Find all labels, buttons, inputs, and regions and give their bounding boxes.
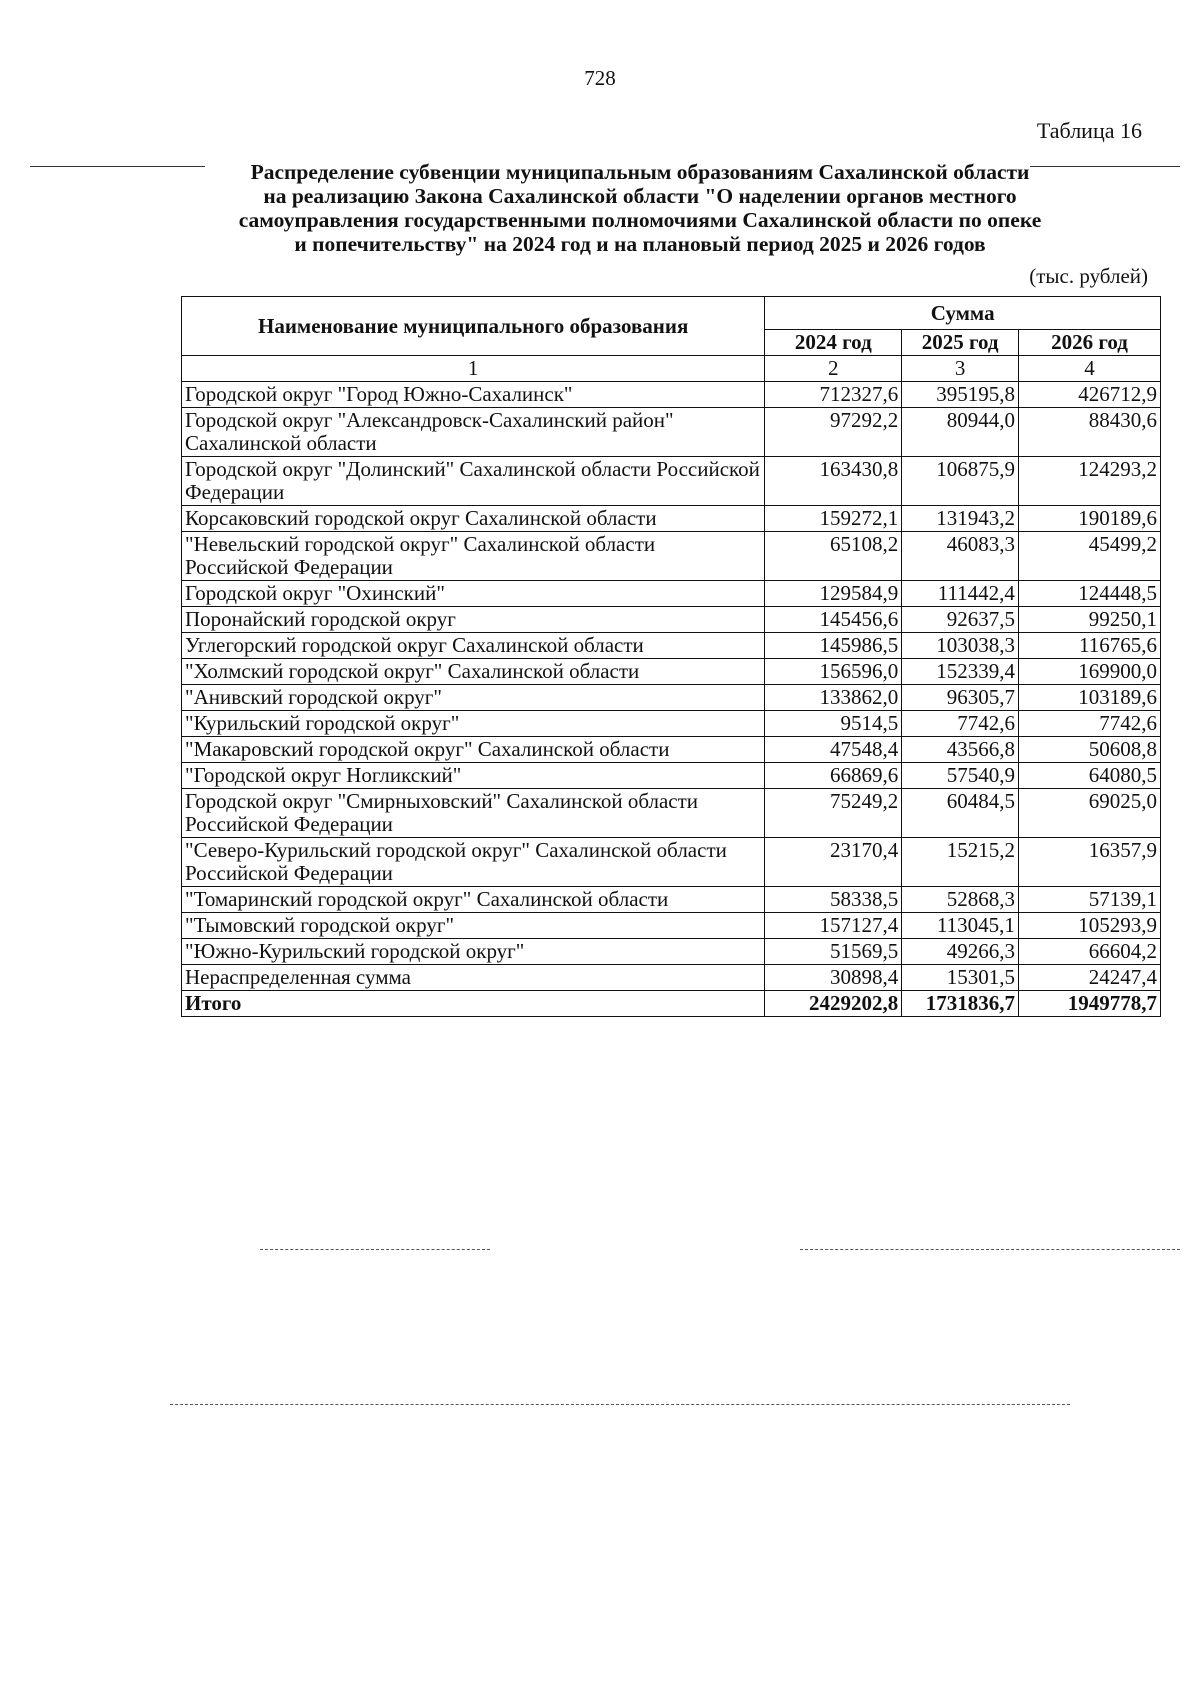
table-title [150,160,1130,256]
value-2025: 80944,0 [902,408,1019,457]
municipality-name: "Городской округ Ногликский" [182,763,765,789]
municipality-name: "Анивский городской округ" [182,685,765,711]
municipality-name: Городской округ "Город Южно-Сахалинск" [182,382,765,408]
value-2026: 66604,2 [1018,939,1160,965]
table-row [182,887,1161,913]
value-2025: 57540,9 [902,763,1019,789]
total-2025: 1731836,7 [902,991,1019,1017]
table-row [182,506,1161,532]
value-2024: 75249,2 [765,789,902,838]
value-2024: 159272,1 [765,506,902,532]
value-2026: 50608,8 [1018,737,1160,763]
value-2024: 145986,5 [765,633,902,659]
value-2026: 7742,6 [1018,711,1160,737]
scan-artifact [1030,166,1180,167]
value-2024: 30898,4 [765,965,902,991]
value-2025: 15301,5 [902,965,1019,991]
municipality-name: "Курильский городской округ" [182,711,765,737]
value-2026: 24247,4 [1018,965,1160,991]
title-line: на реализацию Закона Сахалинской области "О наделении органов местного [263,184,1017,208]
municipality-name: "Томаринский городской округ" Сахалинской области [182,887,765,913]
municipality-name: "Холмский городской округ" Сахалинской области [182,659,765,685]
municipality-name: "Тымовский городской округ" [182,913,765,939]
value-2025: 113045,1 [902,913,1019,939]
table-row [182,838,1161,887]
value-2024: 129584,9 [765,581,902,607]
title-line: Распределение субвенции муниципальным образованиям Сахалинской области [250,160,1030,184]
value-2026: 57139,1 [1018,887,1160,913]
table-row [182,965,1161,991]
table-row [182,913,1161,939]
value-2025: 152339,4 [902,659,1019,685]
value-2024: 145456,6 [765,607,902,633]
value-2025: 43566,8 [902,737,1019,763]
value-2024: 66869,6 [765,763,902,789]
value-2025: 15215,2 [902,838,1019,887]
scan-artifact [30,166,205,167]
value-2025: 131943,2 [902,506,1019,532]
value-2026: 99250,1 [1018,607,1160,633]
value-2025: 103038,3 [902,633,1019,659]
value-2024: 133862,0 [765,685,902,711]
table-row [182,457,1161,506]
value-2024: 712327,6 [765,382,902,408]
value-2024: 156596,0 [765,659,902,685]
unit-label: (тыс. рублей) [1029,264,1148,288]
value-2024: 157127,4 [765,913,902,939]
total-label: Итого [182,991,765,1017]
value-2025: 96305,7 [902,685,1019,711]
table-row [182,659,1161,685]
page-number: 728 [584,66,616,90]
total-2026: 1949778,7 [1018,991,1160,1017]
column-header-2025: 2025 год [902,330,1019,356]
value-2024: 58338,5 [765,887,902,913]
value-2025: 111442,4 [902,581,1019,607]
value-2026: 103189,6 [1018,685,1160,711]
value-2026: 69025,0 [1018,789,1160,838]
column-header-2024: 2024 год [765,330,902,356]
municipality-name: Поронайский городской округ [182,607,765,633]
value-2026: 190189,6 [1018,506,1160,532]
municipality-name: Углегорский городской округ Сахалинской области [182,633,765,659]
value-2025: 52868,3 [902,887,1019,913]
table-row [182,607,1161,633]
table-label: Таблица 16 [1036,118,1142,143]
municipality-name: Корсаковский городской округ Сахалинской области [182,506,765,532]
table-row [182,581,1161,607]
municipality-name: "Невельский городской округ" Сахалинской области Российской Федерации [182,532,765,581]
value-2026: 64080,5 [1018,763,1160,789]
total-row [182,991,1161,1017]
subvention-table [181,296,1161,1017]
municipality-name: Городской округ "Александровск-Сахалинский район" Сахалинской области [182,408,765,457]
value-2025: 92637,5 [902,607,1019,633]
table-row [182,711,1161,737]
value-2026: 16357,9 [1018,838,1160,887]
value-2024: 163430,8 [765,457,902,506]
value-2026: 116765,6 [1018,633,1160,659]
column-index: 3 [902,356,1019,382]
table-row [182,408,1161,457]
value-2026: 105293,9 [1018,913,1160,939]
value-2024: 65108,2 [765,532,902,581]
value-2025: 395195,8 [902,382,1019,408]
value-2025: 7742,6 [902,711,1019,737]
table-row [182,939,1161,965]
column-index: 1 [182,356,765,382]
municipality-name: Городской округ "Смирныховский" Сахалинской области Российской Федерации [182,789,765,838]
scan-artifact [260,1249,490,1250]
municipality-name: Городской округ "Долинский" Сахалинской области Российской Федерации [182,457,765,506]
title-line: самоуправления государственными полномочиями Сахалинской области по опеке [238,208,1042,232]
scan-artifact [170,1404,1070,1405]
table-row [182,737,1161,763]
value-2024: 51569,5 [765,939,902,965]
value-2024: 97292,2 [765,408,902,457]
municipality-name: Городской округ "Охинский" [182,581,765,607]
value-2024: 23170,4 [765,838,902,887]
value-2026: 88430,6 [1018,408,1160,457]
column-index: 4 [1018,356,1160,382]
value-2025: 49266,3 [902,939,1019,965]
table-row [182,763,1161,789]
total-2024: 2429202,8 [765,991,902,1017]
table-row [182,382,1161,408]
municipality-name: "Макаровский городской округ" Сахалинской области [182,737,765,763]
table-row [182,685,1161,711]
value-2026: 426712,9 [1018,382,1160,408]
municipality-name: "Северо-Курильский городской округ" Сахалинской области Российской Федерации [182,838,765,887]
value-2025: 106875,9 [902,457,1019,506]
column-index: 2 [765,356,902,382]
value-2026: 124293,2 [1018,457,1160,506]
value-2025: 46083,3 [902,532,1019,581]
scan-artifact [800,1249,1180,1250]
value-2026: 45499,2 [1018,532,1160,581]
municipality-name: Нераспределенная сумма [182,965,765,991]
table-row [182,532,1161,581]
value-2024: 47548,4 [765,737,902,763]
table-body [182,382,1161,991]
column-header-sum: Сумма [765,297,1161,330]
value-2026: 124448,5 [1018,581,1160,607]
table-row [182,789,1161,838]
value-2026: 169900,0 [1018,659,1160,685]
column-header-name: Наименование муниципального образования [182,297,765,356]
title-line: и попечительству" на 2024 год и на плановый период 2025 и 2026 годов [294,232,986,256]
value-2025: 60484,5 [902,789,1019,838]
municipality-name: "Южно-Курильский городской округ" [182,939,765,965]
value-2024: 9514,5 [765,711,902,737]
column-header-2026: 2026 год [1018,330,1160,356]
table-row [182,633,1161,659]
